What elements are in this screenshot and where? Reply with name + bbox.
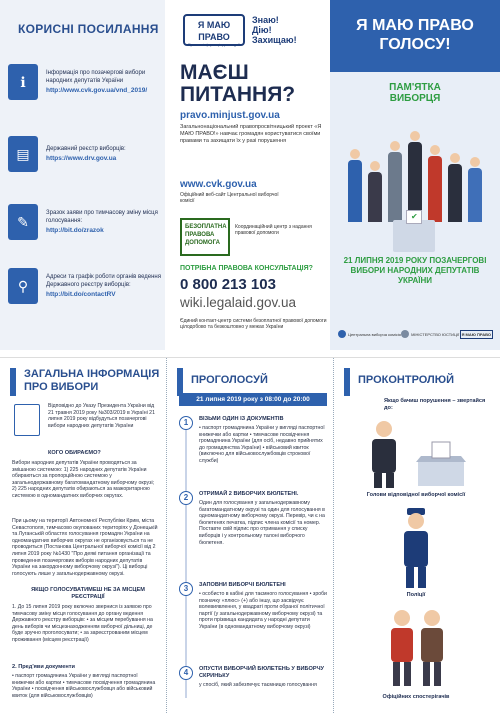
step-number: 2: [179, 491, 193, 505]
link-item-contacts[interactable]: [0, 262, 165, 310]
documents-title: 2. Пред'яви документи: [12, 664, 75, 670]
link-text: Інформація про позачергові вибори народних депутатів України http://www.cvk.gov.ua/vnd_2019/: [38, 69, 165, 95]
step-text: у спосіб, який забезпечує таємницю голосування: [199, 682, 317, 688]
ballot-box-icon: [416, 440, 466, 491]
ya-mayu-pravo-logo: Я МАЮ ПРАВО Правова інформація для людей: [183, 14, 245, 46]
cover-panel: [330, 0, 500, 350]
project-description: Загальнонаціональний правопросвітницький проект «Я МАЮ ПРАВО!» навчає громадян користуватися своїми правами та захищати їх у разі порушення: [180, 124, 322, 144]
step-number: 1: [179, 416, 193, 430]
observers-illustration: [382, 608, 452, 693]
document-icon: [14, 404, 40, 436]
leaflet-front: [0, 0, 500, 350]
location-icon: ⚲: [8, 268, 38, 304]
cvk-logo: Центральна виборча комісія: [338, 330, 401, 338]
useful-links-panel: [0, 0, 165, 350]
step-number: 3: [179, 582, 193, 596]
voting-procedure-panel: [166, 358, 333, 713]
voter-figure: [388, 141, 402, 222]
slogan: Знаю! Дію! Захищаю!: [252, 15, 297, 45]
voter-figure: [368, 161, 382, 222]
step-title: ЗАПОВНИ ВИБОРЧІ БЮЛЕТЕНІ: [199, 582, 286, 588]
link-url[interactable]: http://www.cvk.gov.ua/vnd_2019/: [46, 87, 148, 94]
vote-title: ПРОГОЛОСУЙ: [191, 374, 268, 386]
legalaid-link[interactable]: wiki.legalaid.gov.ua: [180, 295, 297, 310]
step-title: ОПУСТИ ВИБОРЧИЙ БЮЛЕТЕНЬ У ВИБОРЧУ СКРИНЬКУ: [199, 666, 325, 679]
consultation-heading: ПОТРІБНА ПРАВОВА КОНСУЛЬТАЦІЯ?: [180, 265, 313, 272]
step-text: • паспорт громадянина України у вигляді паспортної книжечки або картки • тимчасове посвідчення громадянина України (для осіб, недавно прийнятих до громадянства України) • військовий квиток (виключно для військовослужбовців строкової служби): [199, 425, 325, 464]
crimea-text: При цьому на території Автономної Республіки Крим, міста Севастополя, тимчасово окупованих територіях у Донецькій та Луганській областях голосування громадян України на одномандатних виборчих округах не організовується та не проводиться (Постанова Центральної виборчої комісії від 2 липня 2019 року №1430 "Про деякі питання організації та проведення позачергових виборів народних депутатів України на закордонному виборчому окрузі"). Ці виборці голосують лише у загальнодержавному окрузі.: [12, 518, 158, 577]
info-icon: ℹ: [8, 64, 38, 100]
ministry-of-justice-logo: МІНІСТЕРСТВО ЮСТИЦІЇ: [401, 330, 459, 338]
commission-head-illustration: [364, 420, 404, 493]
control-panel: [333, 358, 500, 713]
who-we-elect-text: Вибори народних депутатів України проводяться за змішаною системою: 1) 225 народних депутатів України обираються за пропорційною системою у загальнодержавному багатомандатному виборчому окрузі; 2) 225 народних депутатів обираються за мажоритарною системою в одномандатних виборчих округах.: [12, 460, 155, 499]
link-url[interactable]: http://bit.do/contactRV: [46, 291, 116, 298]
general-info-title: ЗАГАЛЬНА ІНФОРМАЦІЯ ПРО ВИБОРИ: [24, 368, 160, 393]
ballot-box-illustration: ✔: [393, 220, 435, 252]
step-title: ВІЗЬМИ ОДИН ІЗ ДОКУМЕНТІВ: [199, 416, 284, 422]
change-location-text: 1. До 15 липня 2019 року включно звернися із заявою про тимчасову зміну місця голосування до органу ведення Державного реєстру виборців: • за місцем перебування на день виборів чи місцезнаходженням виборчої дільниці, де буде зручно проголосувати; • за зареєстрованим місцем проживання (місцем реєстрації): [12, 604, 153, 643]
voting-time-bar: 21 липня 2019 року з 08:00 до 20:00: [179, 393, 327, 406]
election-date-heading: 21 ЛИПНЯ 2019 РОКУ ПОЗАЧЕРГОВІ ВИБОРИ НАРОДНИХ ДЕПУТАТІВ УКРАЇНИ: [343, 256, 487, 285]
change-location-title: ЯКЩО ГОЛОСУВАТИМЕШ НЕ ЗА МІСЦЕМ РЕЄСТРАЦІЇ: [31, 587, 145, 600]
link-url[interactable]: http://bit.do/zrazok: [46, 227, 104, 234]
link-text: Державний реєстр виборців: https://www.drv.gov.ua: [46, 146, 126, 162]
voter-figure: [428, 145, 442, 222]
control-title: ПРОКОНТРОЛЮЙ: [358, 374, 455, 386]
section-accent: [10, 368, 16, 396]
voter-figure: [468, 157, 482, 222]
hotline-phone[interactable]: 0 800 213 103: [180, 276, 276, 293]
violation-subtitle: Якщо бачиш порушення – звертайся до:: [384, 398, 486, 411]
steps-timeline: [185, 428, 187, 698]
step-text: • особисто в кабіні для таємного голосування • зроби позначку «плюс» (+) або іншу, що засвідчує волевиявлення, у квадраті проти обраної політичної партії (у загальнодержавному виборчому окрузі) та проти прізвища кандидата у народні депутати України (в одномандатному виборчому окрузі): [199, 591, 327, 630]
link-item-registry[interactable]: [0, 130, 165, 178]
decree-text: Відповідно до Указу Президента України від 21 травня 2019 року №303/2019 в Україні 21 липня 2019 року відбудуться позачергові вибори народних депутатів України: [48, 403, 155, 429]
link-text: Адреси та графік роботи органів ведення Державного реєстру виборців: http://bit.do/contactRV: [38, 273, 165, 299]
section-accent: [177, 368, 183, 396]
link-item-elections[interactable]: [0, 58, 165, 106]
question-heading: МАЄШ ПИТАННЯ?: [180, 61, 296, 106]
legal-aid-center-caption: Координаційний центр з надання правової допомоги: [235, 224, 312, 236]
contact-center-note: Єдиний контакт-центр системи безоплатної правової допомоги цілодобово та безкоштовно у межах України: [180, 318, 327, 330]
leaflet-inside: [0, 357, 500, 712]
documents-text: • паспорт громадянина України у вигляді паспортної книжечки або картки • тимчасове посвідчення громадянина України • посвідчення військовослужбовця або військовий квиток (для військовослужбовців): [12, 673, 156, 699]
cvk-link[interactable]: www.cvk.gov.ua: [180, 179, 257, 190]
minjust-link[interactable]: pravo.minjust.gov.ua: [180, 110, 280, 121]
police-officer-illustration: [396, 508, 436, 593]
cvk-caption: Офіційний веб-сайт Центральної виборчої комісії: [180, 192, 279, 204]
general-info-panel: [0, 358, 166, 713]
ya-mayu-pravo-small-logo: Я МАЮ ПРАВО: [461, 331, 491, 337]
link-url[interactable]: https://www.drv.gov.ua: [46, 155, 117, 162]
police-label: Поліції: [406, 592, 426, 598]
link-item-sample[interactable]: [0, 198, 165, 246]
document-icon: ▤: [8, 136, 38, 172]
cover-title: Я МАЮ ПРАВО ГОЛОСУ!: [330, 0, 500, 72]
voter-figure: [348, 149, 362, 222]
step-text: Один для голосування у загальнодержавному багатомандатному окрузі та один для голосування в одномандатному виборчому окрузі. Перевір, чи є на бюлетенях печатка, підпис члена комісії та номер. Поставте свій підпис про отримання у списку виборців і у контрольному талоні виборчого бюлетеня.: [199, 500, 325, 546]
free-legal-aid-logo: БЕЗОПЛАТНА ПРАВОВА ДОПОМОГА: [180, 218, 230, 256]
voters-illustration: [340, 112, 490, 222]
observers-label: Офіційних спостерігачів: [382, 694, 450, 700]
contacts-panel: [165, 0, 330, 350]
pencil-icon: ✎: [8, 204, 38, 240]
voter-figure: [408, 131, 422, 222]
step-title: ОТРИМАЙ 2 ВИБОРЧИХ БЮЛЕТЕНІ.: [199, 491, 299, 497]
commission-head-label: Голови відповідної виборчої комісії: [366, 492, 466, 498]
section-accent: [344, 368, 350, 396]
who-we-elect-title: КОГО ОБИРАЄМО?: [48, 450, 101, 456]
link-text: Зразок заяви про тимчасову зміну місця голосування: http://bit.do/zrazok: [38, 209, 165, 235]
memo-heading: ПАМ'ЯТКА ВИБОРЦЯ: [389, 82, 441, 104]
step-number: 4: [179, 666, 193, 680]
useful-links-title: КОРИСНІ ПОСИЛАННЯ: [18, 22, 159, 36]
partner-logos: [338, 326, 493, 342]
voter-figure: [448, 153, 462, 222]
